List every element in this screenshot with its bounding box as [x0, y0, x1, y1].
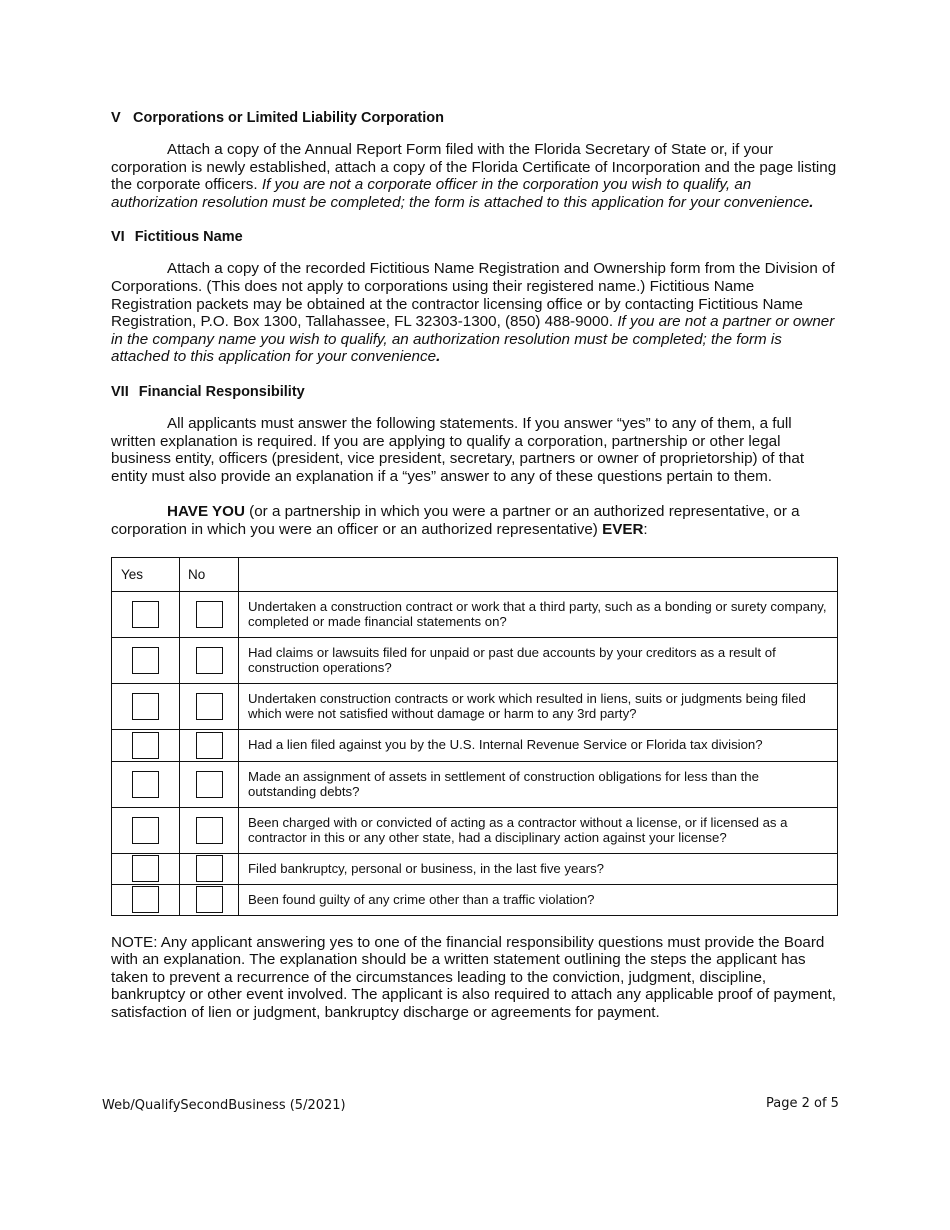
- table-row: [112, 683, 838, 729]
- section-v-paragraph: [111, 141, 839, 211]
- section-v-body: Attach a copy of the Annual Report Form filed with the Florida Secretary of State or, if your corporation is newly established, attach a copy of the Florida Certificate of Incorporation and the page listing the corporate officers.: [111, 141, 837, 194]
- question-text: Made an assignment of assets in settlement of construction obligations for less than the outstanding debts?: [239, 761, 838, 807]
- no-cell: [180, 884, 239, 915]
- section-vi-title: Fictitious Name: [134, 229, 243, 246]
- footer-form-id: Web/QualifySecondBusiness (5/2021): [102, 1098, 346, 1113]
- question-text: Been charged with or convicted of acting as a contractor without a license, or if licensed as a contractor in this or any other state, had a disciplinary action against your license?: [239, 807, 838, 853]
- document-page: [111, 110, 839, 1021]
- section-vi-body: Attach a copy of the recorded Fictitious Name Registration and Ownership form from the Division of Corporations. (This does not apply to corporations using their registered name.) Fictitious Name Registration packets may be obtained at the contractor licensing office or by contacting Fictitious Name Registration, P.O. Box 1300, Tallahassee, FL 32303-1300, (850) 488-9000.: [111, 260, 835, 331]
- section-v-end: .: [809, 193, 814, 211]
- question-text: Been found guilty of any crime other than a traffic violation?: [239, 884, 838, 915]
- no-cell: [180, 729, 239, 761]
- section-v-title: Corporations or Limited Liability Corporation: [133, 110, 444, 126]
- ever-label: EVER: [602, 520, 644, 538]
- footer-page-number: Page 2 of 5: [766, 1096, 839, 1111]
- section-vi-end: .: [436, 348, 441, 366]
- table-row: [112, 761, 838, 807]
- no-cell: [180, 853, 239, 884]
- have-you-label: HAVE YOU: [167, 503, 245, 521]
- no-checkbox[interactable]: [196, 601, 223, 628]
- table-header-row: [112, 557, 838, 591]
- no-cell: [180, 591, 239, 637]
- no-cell: [180, 807, 239, 853]
- table-row: [112, 884, 838, 915]
- no-column-header: No: [180, 557, 239, 591]
- yes-checkbox[interactable]: [132, 855, 159, 882]
- yes-cell: [112, 637, 180, 683]
- yes-cell: [112, 807, 180, 853]
- question-text: Filed bankruptcy, personal or business, in the last five years?: [239, 853, 838, 884]
- section-vii-body: All applicants must answer the following statements. If you answer “yes” to any of them, a full written explanation is required. If you are applying to qualify a corporation, partnership or other legal business entity, officers (president, vice president, secretary, partners or owner of proprietorship) of that entity must also provide an explanation if a “yes” answer to any of these questions pertain to them.: [111, 414, 805, 485]
- no-checkbox[interactable]: [196, 647, 223, 674]
- yes-checkbox[interactable]: [132, 771, 159, 798]
- section-v-heading: [111, 110, 839, 126]
- no-checkbox[interactable]: [196, 886, 223, 913]
- financial-questions-table: [111, 557, 838, 916]
- question-text: Undertaken construction contracts or work which resulted in liens, suits or judgments being filed which were not satisfied without damage or harm to any 3rd party?: [239, 683, 838, 729]
- question-text: Had a lien filed against you by the U.S. Internal Revenue Service or Florida tax division?: [239, 729, 838, 761]
- yes-cell: [112, 884, 180, 915]
- yes-cell: [112, 683, 180, 729]
- section-v-number: V: [111, 110, 121, 126]
- section-vi-heading: [111, 229, 839, 245]
- have-you-text: (or a partnership in which you were a partner or an authorized representative, or a corporation in which you were an officer or an authorized representative): [111, 503, 800, 538]
- no-checkbox[interactable]: [196, 693, 223, 720]
- section-vi-number: VI: [111, 229, 125, 246]
- yes-checkbox[interactable]: [132, 732, 159, 759]
- section-vii-title: Financial Responsibility: [138, 383, 305, 400]
- no-checkbox[interactable]: [196, 817, 223, 844]
- yes-checkbox[interactable]: [132, 886, 159, 913]
- no-cell: [180, 761, 239, 807]
- yes-cell: [112, 853, 180, 884]
- table-row: [112, 807, 838, 853]
- no-checkbox[interactable]: [196, 732, 223, 759]
- section-v-italic: If you are not a corporate officer in the corporation you wish to qualify, an authorization resolution must be completed; the form is attached to this application for your convenience: [111, 176, 810, 211]
- yes-column-header: Yes: [112, 557, 180, 591]
- no-cell: [180, 637, 239, 683]
- table-row: [112, 591, 838, 637]
- yes-cell: [112, 591, 180, 637]
- question-text: Undertaken a construction contract or work that a third party, such as a bonding or surety company, completed or made financial statements on?: [239, 591, 838, 637]
- yes-checkbox[interactable]: [132, 693, 159, 720]
- table-row: [112, 853, 838, 884]
- note-paragraph: NOTE: Any applicant answering yes to one of the financial responsibility questions must provide the Board with an explanation. The explanation should be a written statement outlining the steps the applicant has taken to prevent a recurrence of the circumstances leading to the conviction, judgment, discipline, bankruptcy or other event involved. The applicant is also required to attach any applicable proof of payment, satisfaction of lien or judgment, bankruptcy discharge or agreements for payment.: [111, 933, 836, 1021]
- section-vi-italic: If you are not a partner or owner in the company name you wish to qualify, an authorization resolution must be completed; the form is attached to this application for your convenience: [111, 313, 835, 366]
- no-checkbox[interactable]: [196, 855, 223, 882]
- have-you-colon: :: [643, 520, 648, 538]
- yes-checkbox[interactable]: [132, 601, 159, 628]
- section-vi-paragraph: [111, 260, 839, 366]
- no-checkbox[interactable]: [196, 771, 223, 798]
- table-row: [112, 637, 838, 683]
- yes-cell: [112, 761, 180, 807]
- yes-checkbox[interactable]: [132, 647, 159, 674]
- table-row: [112, 729, 838, 761]
- no-cell: [180, 683, 239, 729]
- yes-cell: [112, 729, 180, 761]
- question-text: Had claims or lawsuits filed for unpaid or past due accounts by your creditors as a result of construction operations?: [239, 637, 838, 683]
- question-column-header: [239, 557, 838, 591]
- section-vii-number: VII: [111, 383, 129, 400]
- have-you-paragraph: [111, 503, 839, 538]
- section-vii-paragraph: [111, 415, 839, 485]
- section-vii-heading: [111, 384, 839, 400]
- yes-checkbox[interactable]: [132, 817, 159, 844]
